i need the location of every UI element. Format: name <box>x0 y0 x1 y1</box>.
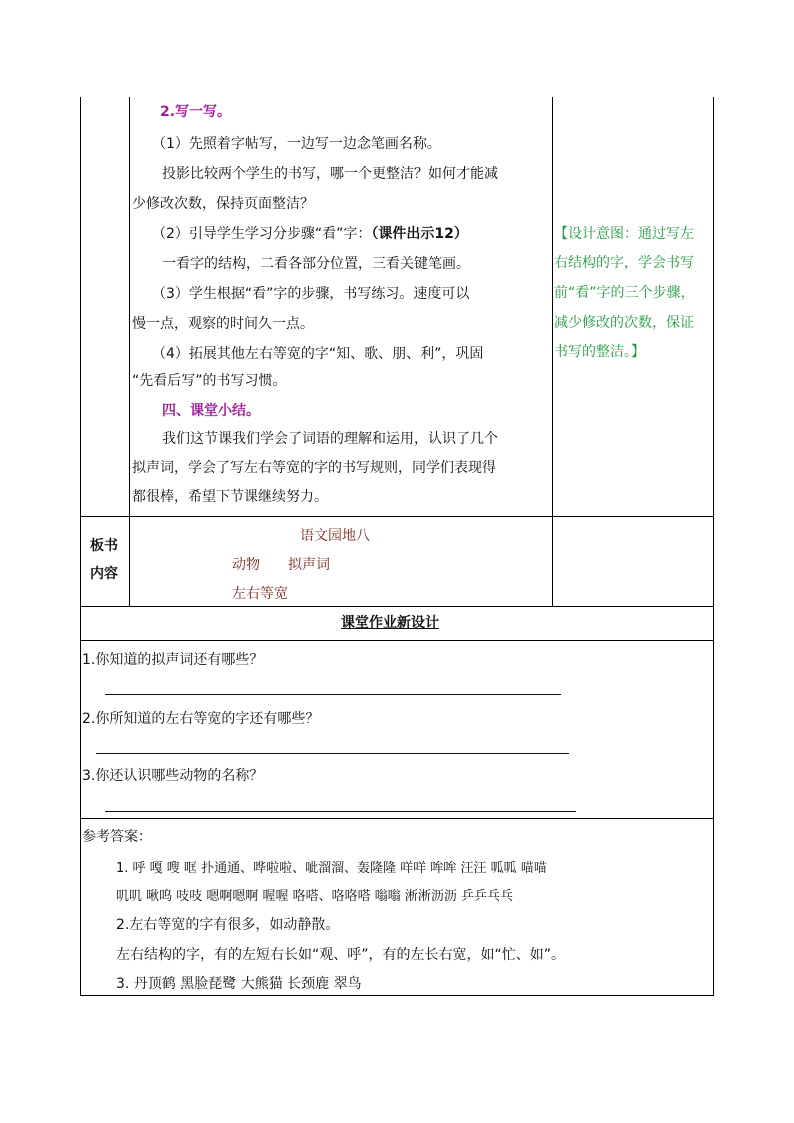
row-divider-answers-top <box>80 818 714 819</box>
compare-text-line2: 少修改次数，保持页面整洁？ <box>132 196 314 212</box>
row-divider-board-bottom <box>80 606 714 607</box>
design-intent-line1: 【设计意图：通过写左 <box>554 226 694 242</box>
compare-text-line1: 投影比较两个学生的书写，哪一个更整洁？如何才能减 <box>162 166 498 182</box>
step-3-line2: 慢一点，观察的时间久一点。 <box>132 316 314 332</box>
homework-title: 课堂作业新设计 <box>341 615 439 631</box>
step-4-line2: “先看后写”的书写习惯。 <box>132 373 287 389</box>
section-heading-write: 2.写一写。 <box>160 104 232 120</box>
board-label-line2: 内容 <box>90 566 118 582</box>
answer-line-1[interactable] <box>105 694 561 695</box>
step-4-line1: （4）拓展其他左右等宽的字“知、歌、朋、利”，巩固 <box>152 346 484 362</box>
border-left <box>80 97 81 996</box>
board-item-animals: 动物 <box>232 557 260 573</box>
design-intent-line4: 减少修改的次数，保证 <box>554 315 694 331</box>
section-heading-summary: 四、课堂小结。 <box>162 403 260 419</box>
answer-line-3[interactable] <box>105 811 576 812</box>
row-divider-board-top <box>80 516 714 517</box>
design-intent-line3: 前“看”字的三个步骤， <box>554 285 695 301</box>
border-bottom <box>80 995 714 996</box>
step-2-text <box>152 225 468 243</box>
step-2-detail: 一看字的结构，二看各部分位置，三看关键笔画。 <box>162 256 470 272</box>
border-right <box>713 97 714 996</box>
answer-1-line2: 叽叽 啾呜 吱吱 嗯啊嗯啊 喔喔 咯嗒、咯咯嗒 嗡嗡 淅淅沥沥 乒乒乓乓 <box>116 889 514 904</box>
board-label-line1: 板书 <box>90 538 118 554</box>
answer-3: 3. 丹顶鹤 黑脸琵鹭 大熊猫 长颈鹿 翠鸟 <box>116 976 362 992</box>
answer-2-line2: 左右结构的字，有的左短右长如“观、呼”，有的左长右宽，如“忙、如”。 <box>116 947 566 963</box>
row-divider-homework-title <box>80 640 714 641</box>
board-item-equal-width: 左右等宽 <box>232 586 288 602</box>
step-2-main: （2）引导学生学习分步骤“看”字： <box>152 226 372 242</box>
answer-1-line1: 1. 呼 嘎 嗖 哐 扑通通、哗啦啦、呲溜溜、轰隆隆 咩咩 哞哞 汪汪 呱呱 喵喵 <box>116 861 547 876</box>
answer-2-line1: 2.左右等宽的字有很多，如动静散。 <box>116 917 340 933</box>
board-item-onomatopoeia: 拟声词 <box>288 557 330 573</box>
summary-line1: 我们这节课我们学会了词语的理解和运用，认识了几个 <box>162 431 498 447</box>
homework-question-3: 3.你还认识哪些动物的名称？ <box>82 768 264 784</box>
answers-label: 参考答案： <box>82 829 152 845</box>
summary-line3: 都很棒，希望下节课继续努力。 <box>132 489 328 505</box>
homework-question-1: 1.你知道的拟声词还有哪些？ <box>82 652 264 668</box>
summary-line2: 拟声词，学会了写左右等宽的字的书写规则，同学们表现得 <box>132 460 496 476</box>
step-1-text: （1）先照着字帖写，一边写一边念笔画名称。 <box>152 136 441 152</box>
homework-question-2: 2.你所知道的左右等宽的字还有哪些？ <box>82 711 320 727</box>
step-2-courseware: （课件出示12） <box>371 226 468 242</box>
design-intent-line2: 右结构的字，学会书写 <box>554 255 694 271</box>
design-intent-line5: 书写的整洁。】 <box>554 344 645 360</box>
divider-intent-col <box>552 97 553 607</box>
answer-line-2[interactable] <box>96 753 569 754</box>
step-3-line1: （3）学生根据“看”字的步骤，书写练习。速度可以 <box>152 286 470 302</box>
divider-label-col <box>129 97 130 607</box>
board-title: 语文园地八 <box>300 528 370 544</box>
